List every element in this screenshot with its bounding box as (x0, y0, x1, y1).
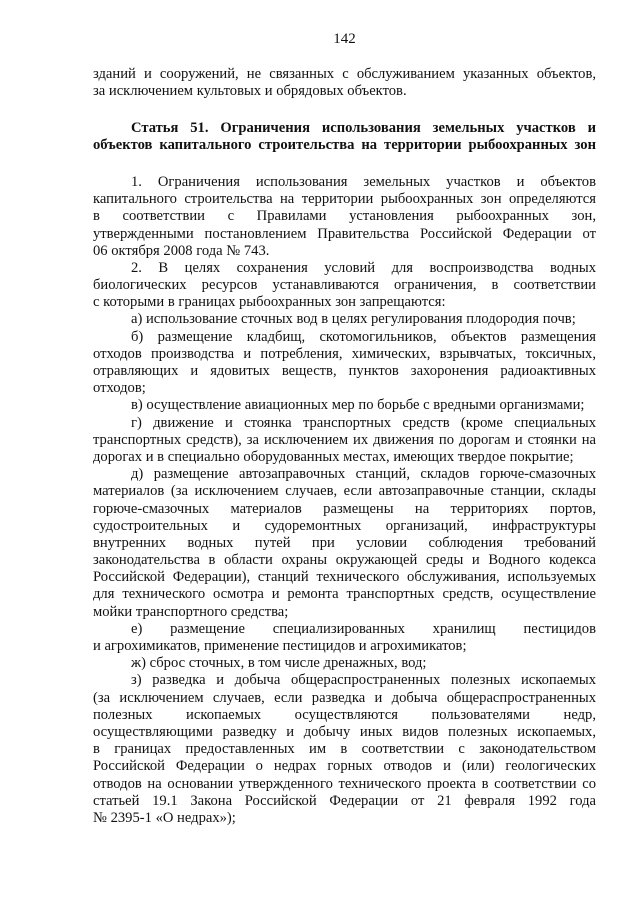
heading-line: объектов капитального строительства на территории рыбоохранных зон (93, 137, 596, 154)
page-number: 142 (333, 31, 356, 47)
text-line: б) размещение кладбищ, скотомогильников, объектов размещения (131, 328, 596, 345)
text-line: зданий и сооружений, не связанных с обслуживанием указанных объектов, (93, 66, 596, 82)
text-line: транспортных средств), за исключением их движения по дорогам и стоянки на (93, 431, 596, 448)
text-line: в) осуществление авиационных мер по борьбе с вредными организмами; (131, 397, 585, 414)
text-line: 2. В целях сохранения условий для воспроизводства водных (131, 259, 596, 276)
text-line: е) размещение специализированных хранилищ пестицидов (131, 620, 596, 637)
text-line: материалов (за исключением случаев, если автозаправочные станции, склады (93, 483, 596, 500)
text-line: с которыми в границах рыбоохранных зон запрещаются: (93, 294, 446, 311)
text-line: для технического осмотра и ремонта транспортных средств, осуществление (93, 586, 596, 603)
item-g (93, 415, 596, 467)
item-zh (93, 655, 596, 672)
text-line: и агрохимикатов, применение пестицидов и агрохимикатов; (93, 638, 467, 654)
item-z (93, 672, 596, 827)
text-line: д) размещение автозаправочных станций, складов горюче-смазочных (131, 466, 596, 483)
text-line: мойки транспортного средства; (93, 603, 289, 620)
document-body (93, 66, 596, 827)
text-line: отходов; (93, 380, 146, 397)
text-line: статьей 19.1 Закона Российской Федерации от 21 февраля 1992 года (93, 792, 596, 809)
text-line: полезных ископаемых осуществляются пользователями недр, (93, 706, 596, 723)
text-line: г) движение и стоянка транспортных средств (кроме специальных (131, 414, 596, 431)
item-e (93, 621, 596, 655)
text-line: Российской Федерации о недрах горных отводов и (или) геологических (93, 758, 596, 775)
text-line: за исключением культовых и обрядовых объектов. (93, 83, 407, 100)
text-line: дорогах и в специально оборудованных местах, имеющих твердое покрытие; (93, 448, 574, 465)
text-line: № 2395-1 «О недрах»); (93, 809, 236, 826)
text-line: а) использование сточных вод в целях регулирования плодородия почв; (131, 311, 576, 328)
text-line: в соответствии с Правилами установления рыбоохранных зон, (93, 208, 596, 225)
text-line: в границах предоставленных им в соответствии с законодательством (93, 741, 596, 758)
heading-line: Статья 51. Ограничения использования земельных участков и (131, 119, 596, 136)
text-line: утвержденными постановлением Правительства Российской Федерации от (93, 225, 596, 242)
text-line: горюче-смазочных материалов размещены на территориях портов, (93, 500, 596, 517)
text-line: з) разведка и добыча общераспространенных полезных ископаемых (131, 672, 596, 689)
text-line: (за исключением случаев, если разведка и добыча общераспространенных (93, 689, 596, 706)
item-a (93, 311, 596, 328)
text-line: осуществляющими разведку и добычу иных видов полезных ископаемых, (93, 723, 596, 740)
text-line: отходов производства и потребления, химических, взрывчатых, токсичных, (93, 345, 596, 362)
text-line: отравляющих и ядовитых веществ, пунктов захоронения радиоактивных (93, 363, 596, 379)
text-line: отводов на основании утвержденного технического проекта в соответствии со (93, 775, 596, 792)
text-line: внутренних водных путей при условии соблюдения требований (93, 534, 596, 551)
item-d (93, 466, 596, 621)
continuation-paragraph (93, 66, 596, 100)
text-line: Российской Федерации), станций технического обслуживания, используемых (93, 569, 596, 586)
text-line: капитального строительства на территории рыбоохранных зон определяются (93, 191, 596, 208)
text-line: судостроительных и судоремонтных организаций, инфраструктуры (93, 517, 596, 534)
paragraph-2 (93, 260, 596, 312)
text-line: ж) сброс сточных, в том числе дренажных, вод; (131, 655, 427, 672)
article-heading (93, 120, 596, 154)
text-line: биологических ресурсов устанавливаются ограничения, в соответствии (93, 277, 596, 294)
text-line: 06 октября 2008 года № 743. (93, 242, 270, 259)
text-line: законодательства в области охраны окружающей среды и Водного кодекса (93, 552, 596, 569)
item-b (93, 329, 596, 398)
text-line: 1. Ограничения использования земельных участков и объектов (131, 173, 596, 190)
paragraph-1 (93, 174, 596, 260)
item-v (93, 397, 596, 414)
